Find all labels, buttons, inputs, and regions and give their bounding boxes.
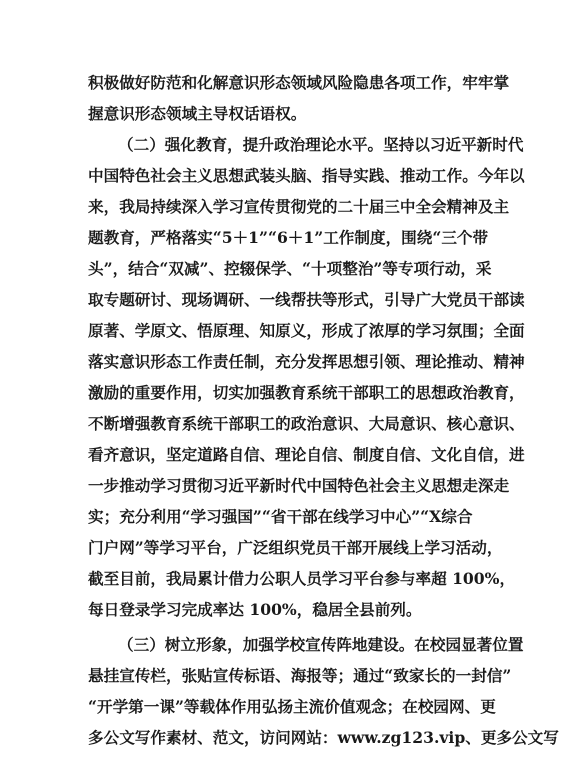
text-line-4: 中国特色社会主义思想武装头脑、指导实践、推动工作。今年以: [88, 166, 525, 185]
text-line-20: 悬挂宣传栏，张贴宣传标语、海报等；通过“致家长的一封信”: [88, 666, 512, 685]
text-line-1: 积极做好防范和化解意识形态领域风险隐患各项工作，牢牢掌: [88, 73, 510, 92]
text-line-9: 原著、学原文、悟原理、知原义，形成了浓厚的学习氛围；全面: [88, 321, 525, 340]
section-3-heading-line: （三）树立形象，加强学校宣传阵地建设。在校园显著位置: [118, 635, 524, 654]
text-line-22: 多公文写作素材、范文，访问网站：www.zg123.vip、更多公文写: [88, 728, 559, 747]
section-2-heading-line: （二）强化教育，提升政治理论水平。坚持以习近平新时代: [118, 135, 524, 154]
text-line-12: 不断增强教育系统干部职工的政治意识、大局意识、核心意识、: [88, 414, 525, 433]
text-line-8: 取专题研讨、现场调研、一线帮扶等形式，引导广大党员干部读: [88, 290, 525, 309]
text-line-16: 门户网”等学习平台，广泛组织党员干部开展线上学习活动，: [88, 538, 503, 557]
text-line-2: 握意识形态领域主导权话语权。: [88, 104, 307, 123]
text-line-6: 题教育，严格落实“5＋1”“6＋1”工作制度，围绕“三个带: [88, 228, 489, 247]
text-line-18: 每日登录学习完成率达 100%，稳居全县前列。: [88, 600, 422, 619]
text-line-10: 落实意识形态工作责任制，充分发挥思想引领、理论推动、精神: [88, 352, 525, 371]
text-line-17: 截至目前，我局累计借力公职人员学习平台参与率超 100%，: [88, 569, 516, 588]
text-line-5: 来，我局持续深入学习宣传贯彻党的二十届三中全会精神及主: [88, 197, 510, 216]
text-line-15: 实；充分利用“学习强国”“省干部在线学习中心”“X综合: [88, 507, 473, 526]
text-line-21: “开学第一课”等载体作用弘扬主流价值观念；在校园网、更: [88, 697, 496, 716]
text-line-7: 头”，结合“双减”、控辍保学、“十项整治”等专项行动，采: [88, 259, 492, 278]
text-line-14: 一步推动学习贯彻习近平新时代中国特色社会主义思想走深走: [88, 476, 510, 495]
text-line-13: 看齐意识，坚定道路自信、理论自信、制度自信、文化自信，进: [88, 445, 525, 464]
text-line-11: 激励的重要作用，切实加强教育系统干部职工的思想政治教育，: [88, 383, 525, 402]
